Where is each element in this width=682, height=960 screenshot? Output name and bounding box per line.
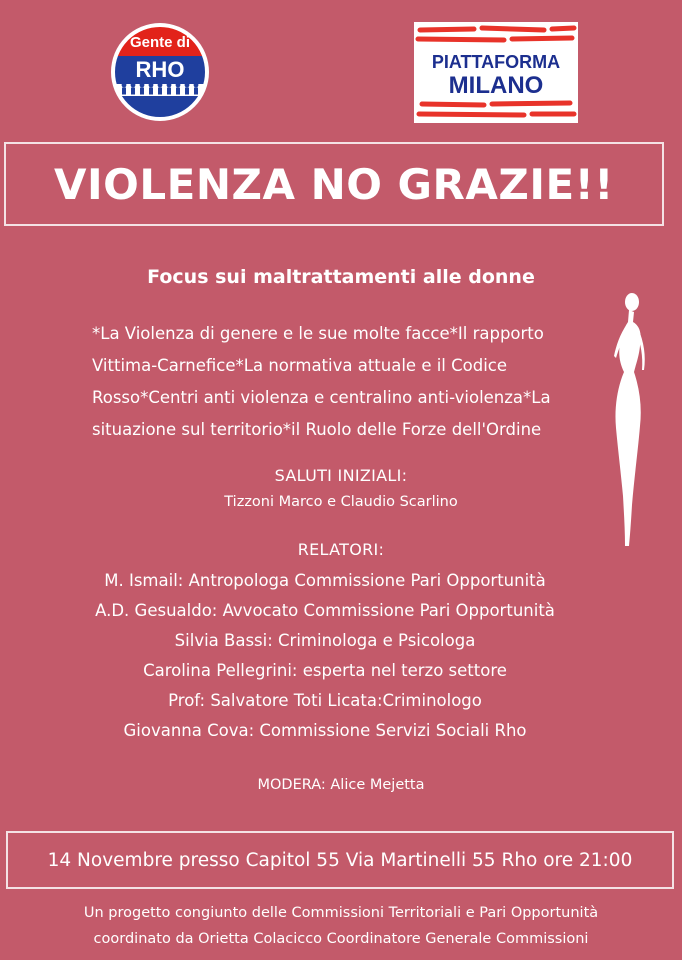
page-title: VIOLENZA NO GRAZIE!! bbox=[54, 159, 614, 209]
title-frame bbox=[4, 142, 664, 226]
woman-silhouette-icon bbox=[596, 290, 654, 550]
speakers-list bbox=[0, 566, 650, 746]
footer-line: coordinato da Orietta Colacicco Coordinatore Generale Commissioni bbox=[93, 931, 589, 947]
event-frame bbox=[6, 831, 674, 889]
topic-line: *La Violenza di genere e le sue molte facce*Il rapporto bbox=[92, 324, 544, 343]
speakers-heading: RELATORI: bbox=[297, 540, 385, 559]
logo-rho-line2: RHO bbox=[135, 57, 185, 82]
speaker-item: Silvia Bassi: Criminologa e Psicologa bbox=[174, 631, 476, 650]
topic-line: situazione sul territorio*il Ruolo delle Forze dell'Ordine bbox=[92, 420, 542, 439]
logo-rho-line1: Gente di bbox=[129, 34, 191, 51]
moderator: MODERA: Alice Mejetta bbox=[257, 777, 425, 793]
speaker-item: A.D. Gesualdo: Avvocato Commissione Pari Opportunità bbox=[95, 601, 555, 620]
topic-line: Vittima-Carnefice*La normativa attuale e il Codice bbox=[92, 356, 508, 375]
logo-pm-line1: PIATTAFORMA bbox=[431, 52, 561, 72]
logo-pm-line2: MILANO bbox=[448, 72, 544, 99]
event-details: 14 Novembre presso Capitol 55 Via Martinelli 55 Rho ore 21:00 bbox=[47, 849, 633, 871]
piattaforma-milano-logo bbox=[414, 22, 578, 123]
speaker-item: Carolina Pellegrini: esperta nel terzo settore bbox=[143, 661, 507, 680]
gente-di-rho-logo bbox=[110, 22, 210, 122]
footer-line: Un progetto congiunto delle Commissioni Territoriali e Pari Opportunità bbox=[83, 905, 599, 921]
speaker-item: Giovanna Cova: Commissione Servizi Sociali Rho bbox=[123, 721, 527, 740]
topics-paragraph bbox=[92, 318, 590, 446]
greetings-heading: SALUTI INIZIALI: bbox=[274, 466, 408, 485]
greetings-names: Tizzoni Marco e Claudio Scarlino bbox=[224, 494, 458, 510]
subtitle: Focus sui maltrattamenti alle donne bbox=[147, 266, 535, 288]
speaker-item: Prof: Salvatore Toti Licata:Criminologo bbox=[168, 691, 482, 710]
speaker-item: M. Ismail: Antropologa Commissione Pari Opportunità bbox=[104, 571, 546, 590]
topic-line: Rosso*Centri anti violenza e centralino anti-violenza*La bbox=[92, 388, 551, 407]
